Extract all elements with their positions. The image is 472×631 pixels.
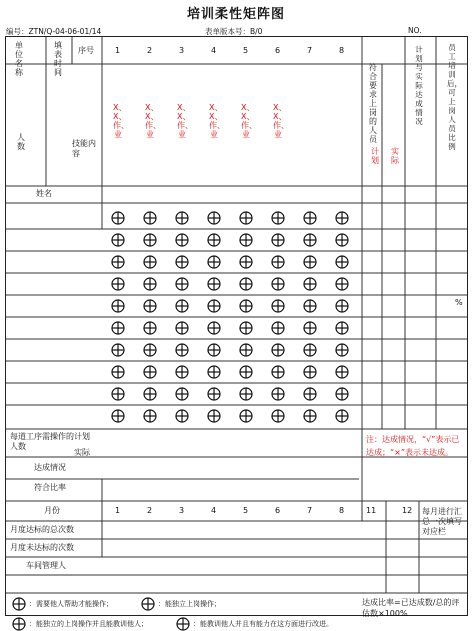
matrix-symbol: [303, 255, 317, 269]
matrix-symbol: [207, 365, 221, 379]
month-number: 7: [307, 506, 313, 515]
matrix-symbol: [143, 387, 157, 401]
matrix-symbol: [175, 277, 189, 291]
matrix-symbol: [111, 211, 125, 225]
month-ng-label: 月度未达标的次数: [10, 543, 74, 552]
unit-name-label: 单位名称: [15, 41, 23, 77]
filler-time-label: 填表时间: [54, 41, 62, 77]
seq-label: 序号: [78, 46, 94, 55]
matrix-symbol: [207, 387, 221, 401]
month-number: 3: [179, 506, 185, 515]
manager-label: 车间管理人: [26, 561, 66, 570]
ratio-label: 员工培训后，可上岗人员比例: [447, 43, 462, 151]
matrix-symbol: [239, 321, 253, 335]
matrix-symbol: [335, 299, 349, 313]
matrix-symbol: [271, 277, 285, 291]
matrix-symbol: [111, 365, 125, 379]
seq-number: 7: [307, 46, 313, 55]
matrix-symbol: [111, 409, 125, 423]
need-label: 每道工序需操作的人数: [10, 432, 74, 451]
matrix-symbol: [303, 343, 317, 357]
legend-text: ：能独立上岗操作；: [158, 600, 221, 608]
skill-item: X、X、作、业: [177, 103, 193, 139]
legend-text: ：需要他人帮助才能操作；: [29, 600, 113, 608]
matrix-symbol: [111, 321, 125, 335]
month-number: 11: [366, 506, 377, 515]
matrix-symbol: [335, 211, 349, 225]
matrix-symbol: [303, 409, 317, 423]
achieve-label: 达成情况: [34, 463, 66, 472]
matrix-symbol: [271, 387, 285, 401]
matrix-symbol: [335, 343, 349, 357]
plan-actual-label: 计划与实际达成情况: [415, 45, 423, 126]
matrix-symbol: [335, 409, 349, 423]
matrix-symbol: [143, 233, 157, 247]
seq-number: 1: [115, 46, 121, 55]
seq-number: 6: [275, 46, 281, 55]
matrix-symbol: [175, 365, 189, 379]
matrix-symbol: [175, 343, 189, 357]
matrix-symbol: [239, 211, 253, 225]
matrix-symbol: [271, 211, 285, 225]
month-number: 5: [243, 506, 249, 515]
matrix-symbol: [239, 233, 253, 247]
people-label: 人数: [17, 133, 25, 151]
monthly-note: 每月进行汇总一次填写对应栏: [422, 507, 462, 536]
month-number: 2: [147, 506, 153, 515]
matrix-symbol: [303, 299, 317, 313]
form-code: 编号：ZTN/Q-04-06-01/14: [6, 27, 102, 36]
matrix-symbol: [239, 277, 253, 291]
seq-number: 4: [211, 46, 217, 55]
three-quarter-circle-icon: [12, 617, 26, 631]
matrix-symbol: [239, 299, 253, 313]
month-ok-label: 月度达标的总次数: [10, 525, 74, 534]
meet-label: 符合要求上岗的人员: [369, 63, 377, 144]
matrix-symbol: [207, 409, 221, 423]
matrix-symbol: [207, 277, 221, 291]
need-actual-label: 实际: [74, 448, 90, 457]
matrix-symbol: [271, 321, 285, 335]
matrix-symbol: [271, 255, 285, 269]
skill-item: X、X、作、业: [145, 103, 161, 139]
seq-number: 5: [243, 46, 249, 55]
matrix-symbol: [303, 277, 317, 291]
matrix-symbol: [143, 365, 157, 379]
matrix-symbol: [335, 233, 349, 247]
matrix-symbol: [271, 365, 285, 379]
matrix-symbol: [207, 299, 221, 313]
matrix-symbol: [175, 211, 189, 225]
skill-item: X、X、作、业: [209, 103, 225, 139]
matrix-symbol: [143, 277, 157, 291]
matrix-symbol: [239, 343, 253, 357]
skill-item: X、X、作、业: [113, 103, 129, 139]
legend-text: ：能独立的上岗操作并且能教训他人；: [29, 620, 148, 628]
month-number: 8: [339, 506, 345, 515]
matrix-symbol: [175, 299, 189, 313]
month-number: 4: [211, 506, 217, 515]
form-number: NO.: [408, 26, 422, 35]
matrix-symbol: [111, 277, 125, 291]
matrix-symbol: [207, 255, 221, 269]
page-title: 培训柔性矩阵图: [186, 7, 285, 22]
matrix-symbol: [111, 255, 125, 269]
matrix-symbol: [239, 255, 253, 269]
matrix-symbol: [239, 409, 253, 423]
matrix-symbol: [271, 233, 285, 247]
matrix-symbol: [207, 211, 221, 225]
matrix-symbol: [303, 365, 317, 379]
month-label: 月份: [44, 506, 60, 515]
month-number: 1: [115, 506, 121, 515]
skill-item: X、X、作、业: [273, 103, 289, 139]
quarter-circle-icon: [12, 597, 26, 611]
matrix-symbol: [143, 343, 157, 357]
matrix-symbol: [207, 233, 221, 247]
rate-label: 符合比率: [34, 483, 66, 492]
matrix-symbol: [175, 233, 189, 247]
month-number: 6: [275, 506, 281, 515]
matrix-symbol: [271, 409, 285, 423]
matrix-symbol: [175, 255, 189, 269]
legend-text: ：能教训他人并且有能力在这方面进行改进。: [193, 620, 333, 628]
matrix-symbol: [111, 343, 125, 357]
matrix-symbol: [239, 365, 253, 379]
matrix-symbol: [207, 321, 221, 335]
matrix-symbol: [335, 277, 349, 291]
month-number: 12: [402, 506, 413, 515]
matrix-symbol: [335, 387, 349, 401]
plan-label: 计划: [371, 147, 379, 165]
matrix-symbol: [207, 343, 221, 357]
matrix-symbol: [111, 387, 125, 401]
seq-number: 3: [179, 46, 185, 55]
percent-label: %: [455, 298, 463, 307]
matrix-symbol: [303, 387, 317, 401]
matrix-symbol: [271, 299, 285, 313]
form-version: 表单版本号：B/0: [205, 27, 263, 36]
matrix-symbol: [303, 233, 317, 247]
matrix-symbol: [111, 299, 125, 313]
matrix-symbol: [303, 211, 317, 225]
matrix-symbol: [111, 233, 125, 247]
formula: 达成比率=已达成数/总的评估数×100%: [362, 598, 460, 618]
matrix-table: [5, 36, 468, 628]
seq-number: 8: [339, 46, 345, 55]
matrix-symbol: [143, 299, 157, 313]
matrix-symbol: [271, 343, 285, 357]
matrix-symbol: [143, 211, 157, 225]
grid-lines: [6, 37, 467, 615]
red-note: 注：达成情况，“√”表示已达成；“×”表示未达成。: [366, 435, 460, 457]
name-label: 姓名: [36, 189, 52, 198]
matrix-symbol: [335, 365, 349, 379]
matrix-symbol: [143, 409, 157, 423]
matrix-symbol: [143, 255, 157, 269]
matrix-symbol: [175, 387, 189, 401]
skill-label: 技能内容: [72, 139, 96, 158]
matrix-symbol: [303, 321, 317, 335]
actual-label: 实际: [391, 147, 399, 165]
half-circle-icon: [141, 597, 155, 611]
seq-number: 2: [147, 46, 153, 55]
matrix-symbol: [239, 387, 253, 401]
matrix-symbol: [175, 409, 189, 423]
matrix-symbol: [175, 321, 189, 335]
matrix-symbol: [335, 321, 349, 335]
skill-item: X、X、作、业: [241, 103, 257, 139]
full-circle-icon: [176, 617, 190, 631]
matrix-symbol: [143, 321, 157, 335]
need-plan-label: 计划: [74, 432, 90, 441]
matrix-symbol: [335, 255, 349, 269]
